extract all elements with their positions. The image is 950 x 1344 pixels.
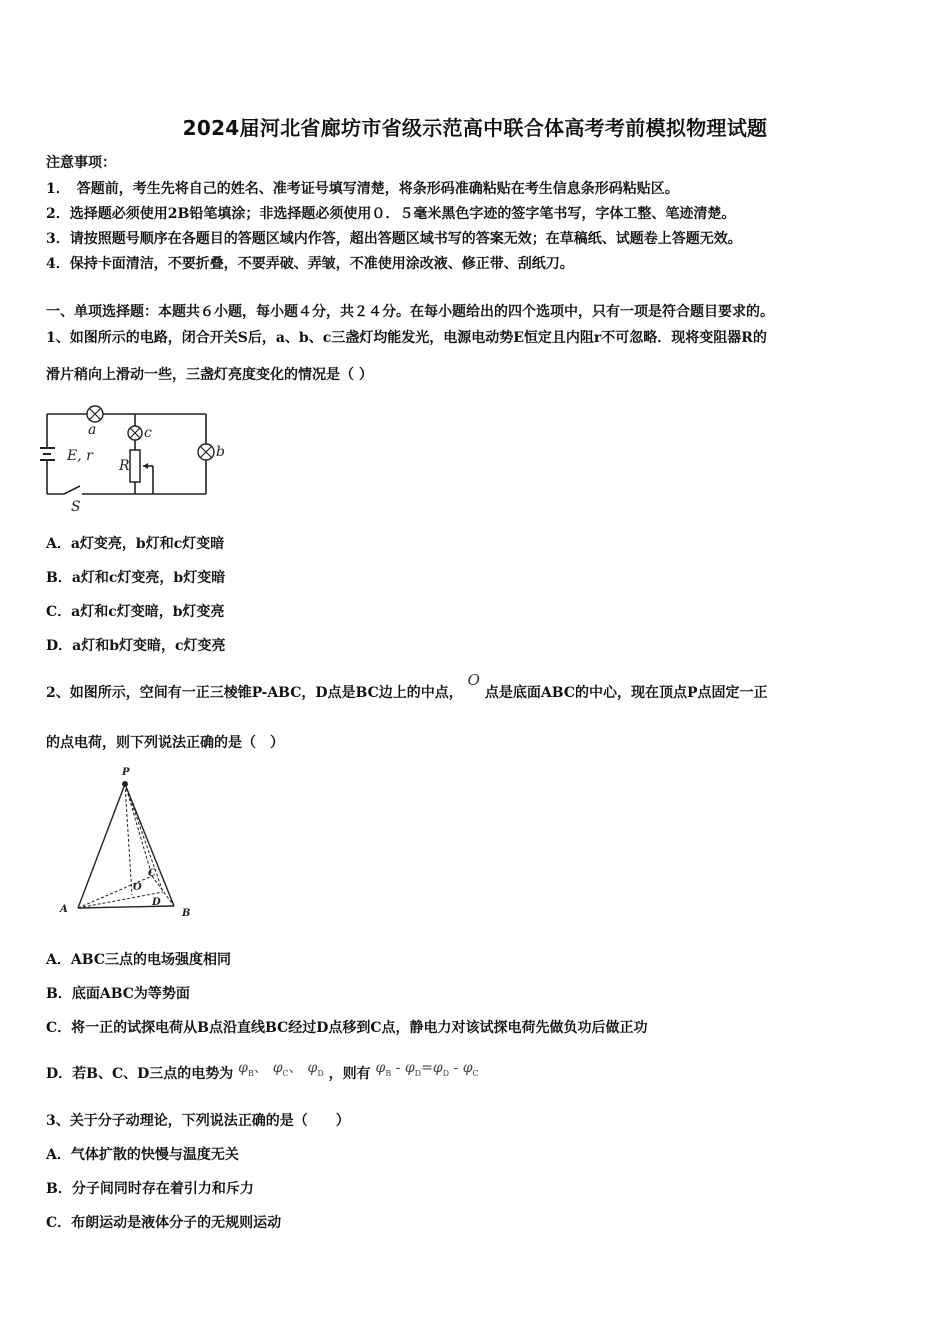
lamp-c-icon bbox=[128, 426, 142, 440]
notice-heading: 注意事项： bbox=[46, 155, 116, 171]
label-vertex-p: P bbox=[122, 767, 130, 778]
label-vertex-a: A bbox=[60, 904, 68, 915]
q1-option-d: D．a灯和b灯变暗，c灯变亮 bbox=[46, 638, 226, 654]
potential-equation: $\varphi_B - \varphi_D=\varphi_D - \varphi_C$ bbox=[375, 1060, 479, 1078]
q2-option-c: C．将一正的试探电荷从B点沿直线BC经过D点移到C点，静电力对该试探电荷先做负功后做正功 bbox=[46, 1020, 648, 1036]
label-center-o: O bbox=[133, 882, 142, 893]
notice-item-1: 1． 答题前，考生先将自己的姓名、准考证号填写清楚，将条形码准确粘贴在考生信息条形码粘贴区。 bbox=[46, 181, 679, 197]
q2-option-d-middle: ，则有 bbox=[328, 1066, 371, 1082]
q2-option-d-prefix: D．若B、C、D三点的电势为 bbox=[46, 1066, 234, 1082]
label-switch: S bbox=[71, 499, 81, 514]
notice-item-4: 4．保持卡面清洁，不要折叠，不要弄破、弄皱，不准使用涂改液、修正带、刮纸刀。 bbox=[46, 256, 574, 272]
notice-item-2: 2．选择题必须使用2B铅笔填涂；非选择题必须使用０．５毫米黑色字迹的签字笔书写，字体工整、笔迹清楚。 bbox=[46, 206, 736, 222]
question-2-line-2: 的点电荷，则下列说法正确的是（ ） bbox=[46, 735, 284, 751]
circuit-diagram bbox=[40, 398, 230, 514]
q2-option-b: B．底面ABC为等势面 bbox=[46, 986, 190, 1002]
label-vertex-c: C bbox=[148, 868, 156, 879]
q3-option-a: A．气体扩散的快慢与温度无关 bbox=[46, 1147, 239, 1163]
q2-option-d bbox=[46, 1060, 479, 1084]
phi-d: $\varphi_D$ bbox=[307, 1060, 324, 1078]
label-midpoint-d: D bbox=[152, 897, 161, 908]
notice-item-3: 3．请按照题号顺序在各题目的答题区域内作答，超出答题区域书写的答案无效；在草稿纸、试题卷上答题无效。 bbox=[46, 231, 742, 247]
page-title: 2024届河北省廊坊市省级示范高中联合体高考考前模拟物理试题 bbox=[182, 116, 768, 140]
label-rheostat: R bbox=[119, 458, 130, 474]
pyramid-diagram bbox=[54, 764, 204, 924]
lamp-b-icon bbox=[198, 444, 214, 460]
q2-stem-part-1: 2、如图所示，空间有一正三棱锥P-ABC，D点是BC边上的中点， bbox=[46, 685, 463, 701]
center-o-symbol: O bbox=[467, 671, 480, 689]
question-1-line-1: 1、如图所示的电路，闭合开关S后，a、b、c三盏灯均能发光，电源电动势E恒定且内阻r不可忽略．现将变阻器R的 bbox=[46, 330, 767, 346]
q1-option-b: B．a灯和c灯变亮，b灯变暗 bbox=[46, 570, 226, 586]
q3-option-c: C．布朗运动是液体分子的无规则运动 bbox=[46, 1215, 282, 1231]
label-emf: E, r bbox=[67, 448, 93, 464]
label-lamp-b: b bbox=[216, 444, 225, 460]
q2-stem-part-2: 点是底面ABC的中心，现在顶点P点固定一正 bbox=[484, 685, 768, 701]
label-lamp-c: c bbox=[144, 425, 152, 441]
section-heading: 一、单项选择题：本题共６小题，每小题４分，共２４分。在每小题给出的四个选项中，只有一项是符合题目要求的。 bbox=[46, 304, 774, 320]
question-2-line-1 bbox=[46, 671, 768, 702]
question-1-line-2: 滑片稍向上滑动一些，三盏灯亮度变化的情况是（ ） bbox=[46, 367, 373, 383]
q2-option-a: A．ABC三点的电场强度相同 bbox=[46, 952, 231, 968]
lamp-a-icon bbox=[87, 406, 103, 422]
q3-option-b: B．分子间同时存在着引力和斥力 bbox=[46, 1181, 254, 1197]
label-vertex-b: B bbox=[182, 908, 191, 919]
question-3-stem: 3、关于分子动理论，下列说法正确的是（ ） bbox=[46, 1113, 350, 1129]
phi-b: $\varphi_B$ bbox=[238, 1060, 254, 1078]
label-lamp-a: a bbox=[88, 422, 97, 438]
q1-option-c: C．a灯和c灯变暗，b灯变亮 bbox=[46, 604, 225, 620]
phi-c: $\varphi_C$ bbox=[272, 1060, 289, 1078]
potential-list: $\varphi_B$、 $\varphi_C$、 $\varphi_D$ bbox=[238, 1060, 324, 1078]
q1-option-a: A．a灯变亮，b灯和c灯变暗 bbox=[46, 536, 225, 552]
